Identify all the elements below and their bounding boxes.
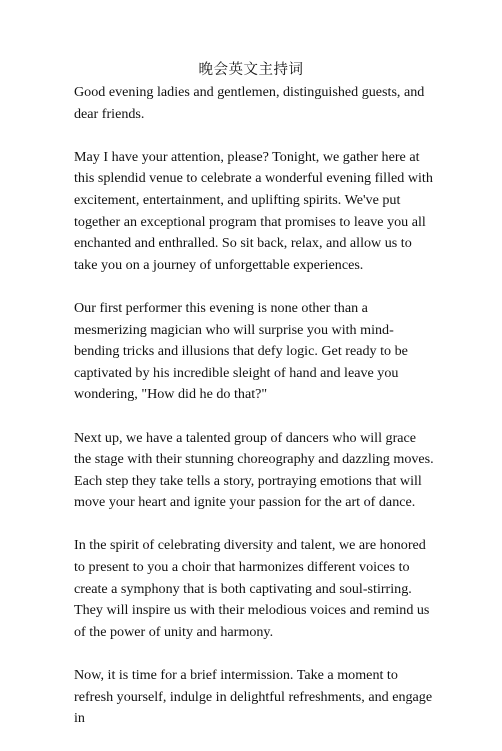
paragraph-greeting: Good evening ladies and gentlemen, distinguished guests, and dear friends. [74,84,425,122]
paragraph-introduction: May I have your attention, please? Tonight, we gather here at this splendid venue to celebrate a wonderful evening filled with excitement, entertainment, and uplifting spirits. We've put together an exceptional program that promises to leave you all enchanted and enthralled. So sit back, relax, and allow us to take you on a journey of unforgettable experiences. [74,148,433,273]
paragraph-intermission: Now, it is time for a brief intermission. Take a moment to refresh yourself, indulge in delightful refreshments, and engage in [74,667,433,727]
document-body [74,82,434,751]
document-title: 晚会英文主持词 [198,62,304,78]
paragraph-dancers: Next up, we have a talented group of dancers who will grace the stage with their stunning choreography and dazzling moves. Each step they take tells a story, portraying emotions that will move your heart and ignite your passion for the art of dance. [74,429,434,511]
paragraph-choir: In the spirit of celebrating diversity and talent, we are honored to present to you a choir that harmonizes different voices to create a symphony that is both captivating and soul-stirring. They will inspire us with their melodious voices and remind us of the power of unity and harmony. [74,537,430,640]
paragraph-magician: Our first performer this evening is none other than a mesmerizing magician who will surprise you with mind-bending tricks and illusions that defy logic. Get ready to be captivated by his incredible sleight of hand and leave you wondering, "How did he do that?" [74,299,408,403]
